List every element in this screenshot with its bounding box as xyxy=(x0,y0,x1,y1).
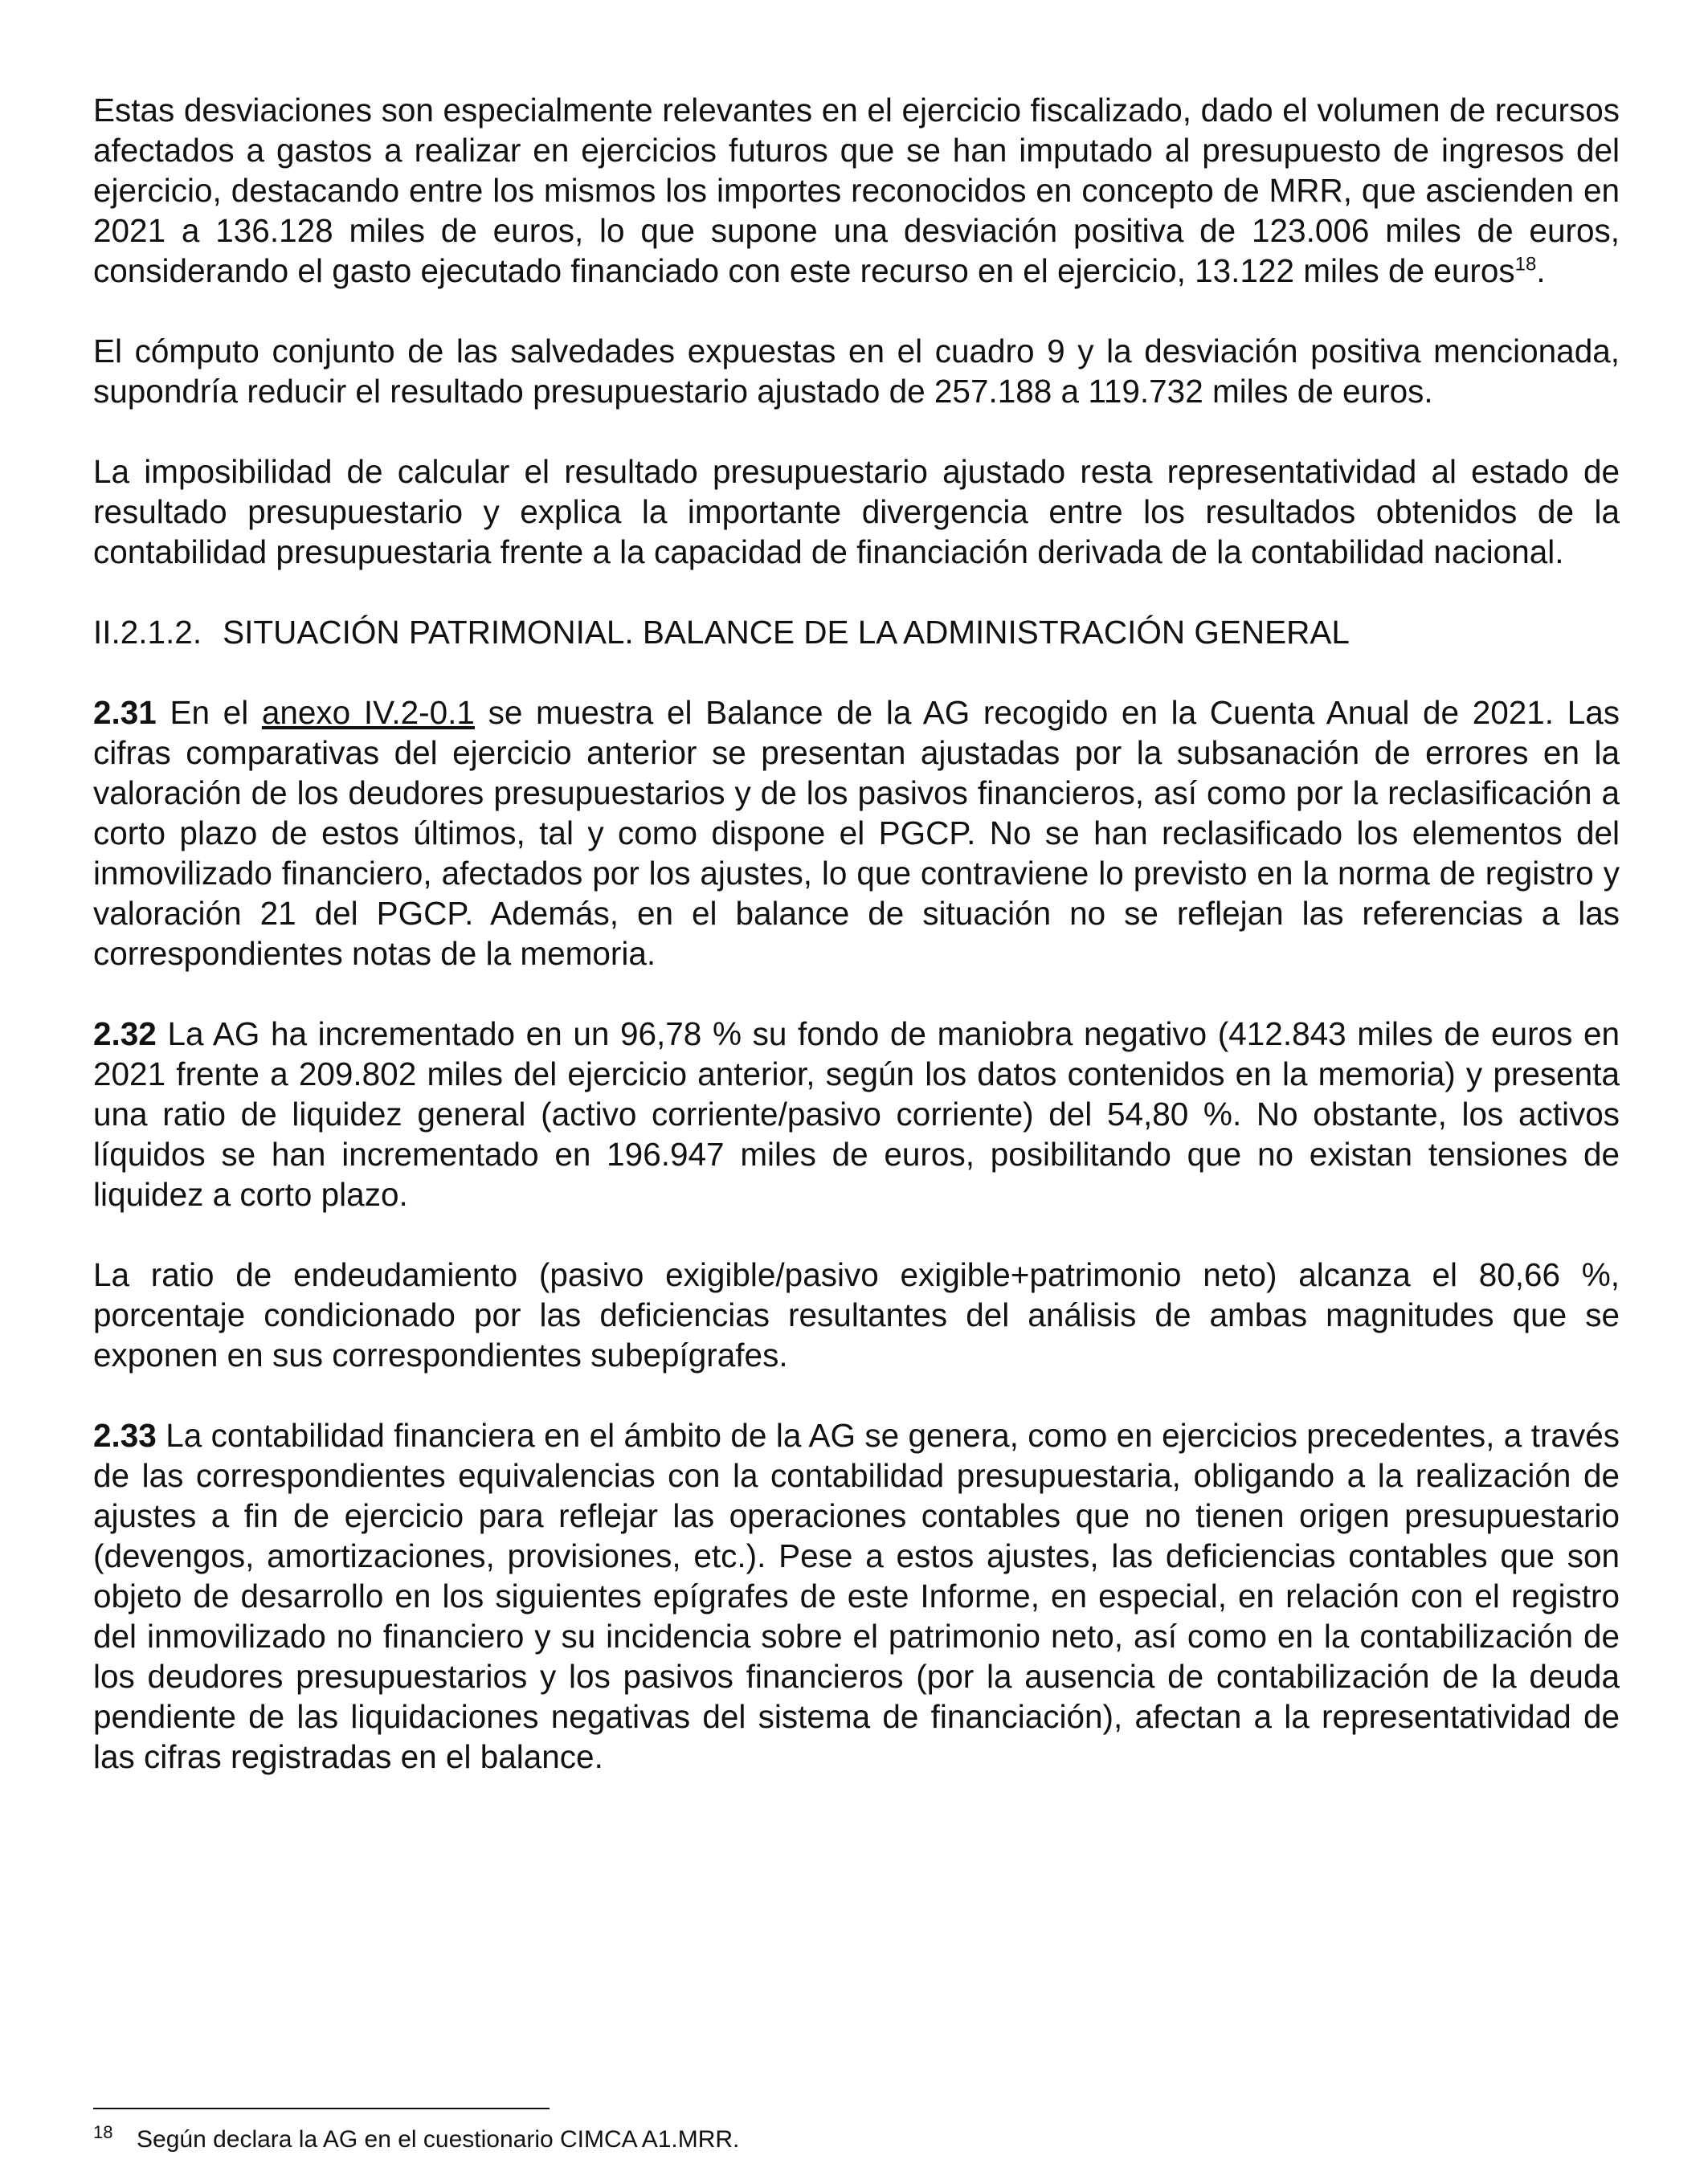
annex-link[interactable]: anexo IV.2-0.1 xyxy=(261,694,475,731)
paragraph-number: 2.33 xyxy=(93,1417,157,1454)
paragraph-desviaciones-text: Estas desviaciones son especialmente relevantes en el ejercicio fiscalizado, dado el volumen de recursos afectados a gastos a realizar en ejercicios futuros que se han imputado al presupuesto de ingresos del ejercicio, destacando entre los mismos los importes reconocidos en concepto de MRR, que ascienden en 2021 a 136.128 miles de euros, lo que supone una desviación positiva de 123.006 miles de euros, considerando el gasto ejecutado financiado con este recurso en el ejercicio, 13.122 miles de euros xyxy=(93,92,1620,289)
paragraph-desviaciones-end: . xyxy=(1536,252,1546,289)
footnote-text: Según declara la AG en el cuestionario CIMCA A1.MRR. xyxy=(137,2126,740,2153)
document-body xyxy=(93,90,1620,1817)
footnote: 18 Según declara la AG en el cuestionario CIMCA A1.MRR. xyxy=(93,2122,740,2153)
paragraph-2-33 xyxy=(93,1415,1620,1777)
section-title: SITUACIÓN PATRIMONIAL. BALANCE DE LA ADMINISTRACIÓN GENERAL xyxy=(223,614,1350,651)
paragraph-2-31-text: se muestra el Balance de la AG recogido en la Cuenta Anual de 2021. Las cifras comparativas del ejercicio anterior se presentan ajustadas por la subsanación de errores en la valoración de los deudores presupuestarios y de los pasivos financieros, así como por la reclasificación a corto plazo de estos últimos, tal y como dispone el PGCP. No se han reclasificado los elementos del inmovilizado financiero, afectados por los ajustes, lo que contraviene lo previsto en la norma de registro y valoración 21 del PGCP. Además, en el balance de situación no se reflejan las referencias a las correspondientes notas de la memoria. xyxy=(93,694,1620,972)
paragraph-number: 2.31 xyxy=(93,694,157,731)
paragraph-endeudamiento: La ratio de endeudamiento (pasivo exigible/pasivo exigible+patrimonio neto) alcanza el 80,66 %, porcentaje condicionado por las deficiencias resultantes del análisis de ambas magnitudes que se exponen en sus correspondientes subepígrafes. xyxy=(93,1256,1620,1374)
paragraph-2-31 xyxy=(93,692,1620,974)
paragraph-2-32 xyxy=(93,1014,1620,1214)
paragraph-imposibilidad: La imposibilidad de calcular el resultado presupuestario ajustado resta representatividad al estado de resultado presupuestario y explica la importante divergencia entre los resultados obtenidos de la contabilidad presupuestaria frente a la capacidad de financiación derivada de la contabilidad nacional. xyxy=(93,453,1620,570)
section-heading xyxy=(93,612,1620,652)
paragraph-2-32-text: La AG ha incrementado en un 96,78 % su fondo de maniobra negativo (412.843 miles de euros en 2021 frente a 209.802 miles del ejercicio anterior, según los datos contenidos en la memoria) y presenta una ratio de liquidez general (activo corriente/pasivo corriente) del 54,80 %. No obstante, los activos líquidos se han incrementado en 196.947 miles de euros, posibilitando que no existan tensiones de liquidez a corto plazo. xyxy=(93,1015,1620,1213)
footnote-separator xyxy=(93,2108,550,2109)
paragraph-2-31-lead: En el xyxy=(170,694,249,731)
paragraph-computo: El cómputo conjunto de las salvedades expuestas en el cuadro 9 y la desviación positiva mencionada, supondría reducir el resultado presupuestario ajustado de 257.188 a 119.732 miles de euros. xyxy=(93,333,1620,410)
paragraph-number: 2.32 xyxy=(93,1015,157,1052)
footnote-reference[interactable]: 18 xyxy=(1514,253,1537,276)
paragraph-2-33-text: La contabilidad financiera en el ámbito de la AG se genera, como en ejercicios precedentes, a través de las correspondientes equivalencias con la contabilidad presupuestaria, obligando a la realización de ajustes a fin de ejercicio para reflejar las operaciones contables que no tienen origen presupuestario (devengos, amortizaciones, provisiones, etc.). Pese a estos ajustes, las deficiencias contables que son objeto de desarrollo en los siguientes epígrafes de este Informe, en especial, en relación con el registro del inmovilizado no financiero y su incidencia sobre el patrimonio neto, así como en la contabilización de los deudores presupuestarios y los pasivos financieros (por la ausencia de contabilización de la deuda pendiente de las liquidaciones negativas del sistema de financiación), afectan a la representatividad de las cifras registradas en el balance. xyxy=(93,1417,1620,1775)
paragraph-desviaciones xyxy=(93,90,1620,291)
section-number: II.2.1.2. xyxy=(93,614,202,651)
